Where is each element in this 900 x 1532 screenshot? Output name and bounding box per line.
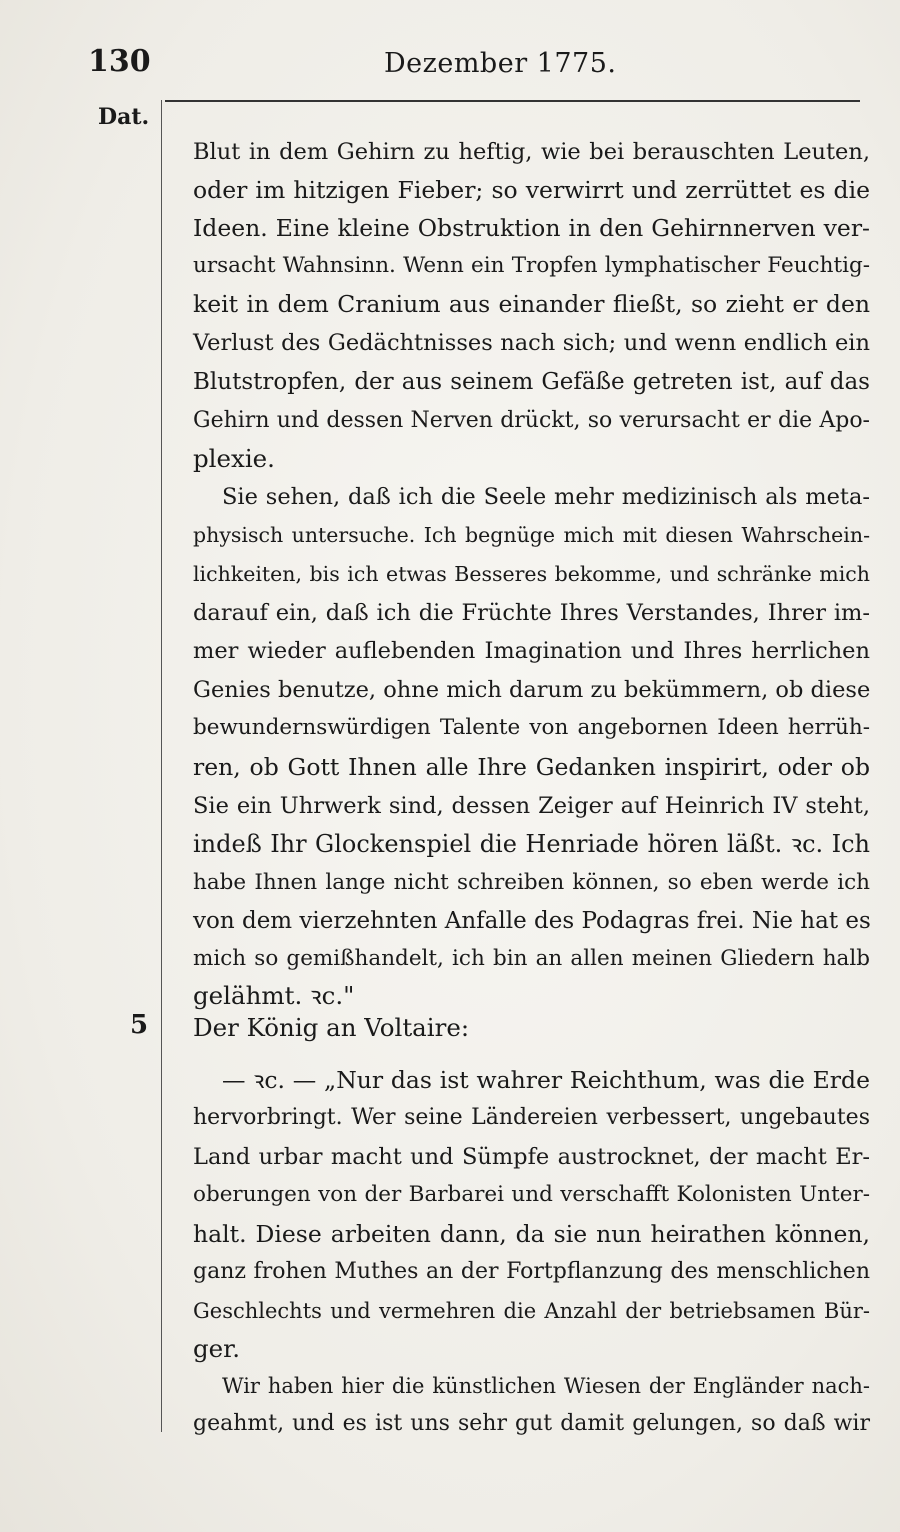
text-line: oder im hitzigen Fieber; so verwirrt und zerrüttet es die — [193, 176, 870, 204]
text-line: Blut in dem Gehirn zu heftig, wie bei berauschten Leuten, — [193, 139, 870, 165]
text-line: Sie ein Uhrwerk sind, dessen Zeiger auf Heinrich IV steht, — [193, 793, 870, 819]
margin-day-marker: 5 — [130, 1010, 149, 1040]
text-line: physisch untersuche. Ich begnüge mich mit diesen Wahrschein- — [193, 523, 870, 547]
text-line: Geschlechts und vermehren die Anzahl der betriebsamen Bür- — [193, 1299, 870, 1323]
text-line: Sie sehen, daß ich die Seele mehr medizinisch als meta- — [222, 484, 870, 510]
text-line: keit in dem Cranium aus einander fließt, so zieht er den — [193, 290, 870, 318]
text-line: ursacht Wahnsinn. Wenn ein Tropfen lymphatischer Feuchtig- — [193, 253, 870, 278]
text-line: von dem vierzehnten Anfalle des Podagras frei. Nie hat es — [193, 908, 871, 934]
text-line: Ideen. Eine kleine Obstruktion in den Gehirnnerven ver- — [193, 214, 870, 242]
text-line: Verlust des Gedächtnisses nach sich; und wenn endlich ein — [193, 330, 870, 356]
text-line: halt. Diese arbeiten dann, da sie nun heirathen können, — [193, 1220, 870, 1248]
text-line: — ꝛc. — „Nur das ist wahrer Reichthum, was die Erde — [222, 1066, 870, 1094]
text-line: gelähmt. ꝛc." — [193, 981, 355, 1010]
text-line: bewundernswürdigen Talente von angebornen Ideen herrüh- — [193, 715, 870, 740]
text-line: mich so gemißhandelt, ich bin an allen meinen Gliedern halb — [193, 946, 870, 971]
text-line: ganz frohen Muthes an der Fortpflanzung des menschlichen — [193, 1259, 870, 1284]
header-rule — [165, 100, 860, 102]
text-line: oberungen von der Barbarei und verschafft Kolonisten Unter- — [193, 1182, 870, 1207]
text-line: Wir haben hier die künstlichen Wiesen der Engländer nach- — [222, 1374, 870, 1398]
text-line: Genies benutze, ohne mich darum zu bekümmern, ob diese — [193, 677, 871, 703]
page-number: 130 — [88, 44, 151, 79]
text-line: darauf ein, daß ich die Früchte Ihres Verstandes, Ihrer im- — [193, 600, 870, 626]
text-line: hervorbringt. Wer seine Ländereien verbessert, ungebautes — [193, 1105, 870, 1130]
text-line: lichkeiten, bis ich etwas Besseres bekomme, und schränke mich — [193, 562, 870, 586]
text-line: habe Ihnen lange nicht schreiben können, so eben werde ich — [193, 870, 870, 895]
text-line: ren, ob Gott Ihnen alle Ihre Gedanken inspirirt, oder ob — [193, 753, 870, 781]
letter-heading: Der König an Voltaire: — [193, 1013, 470, 1042]
text-line: mer wieder auflebenden Imagination und Ihres herrlichen — [193, 638, 870, 664]
text-line: Gehirn und dessen Nerven drückt, so verursacht er die Apo- — [193, 408, 870, 433]
margin-rule — [161, 100, 162, 1432]
text-line: Land urbar macht und Sümpfe austrocknet, der macht Er- — [193, 1144, 870, 1170]
text-line: geahmt, und es ist uns sehr gut damit gelungen, so daß wir — [193, 1411, 870, 1436]
text-line: ger. — [193, 1334, 240, 1363]
running-head: Dezember 1775. — [384, 48, 617, 79]
text-line: plexie. — [193, 444, 275, 473]
margin-date-label: Dat. — [98, 104, 150, 130]
text-line: indeß Ihr Glockenspiel die Henriade hören läßt. ꝛc. Ich — [193, 830, 870, 858]
text-line: Blutstropfen, der aus seinem Gefäße getreten ist, auf das — [193, 369, 870, 395]
